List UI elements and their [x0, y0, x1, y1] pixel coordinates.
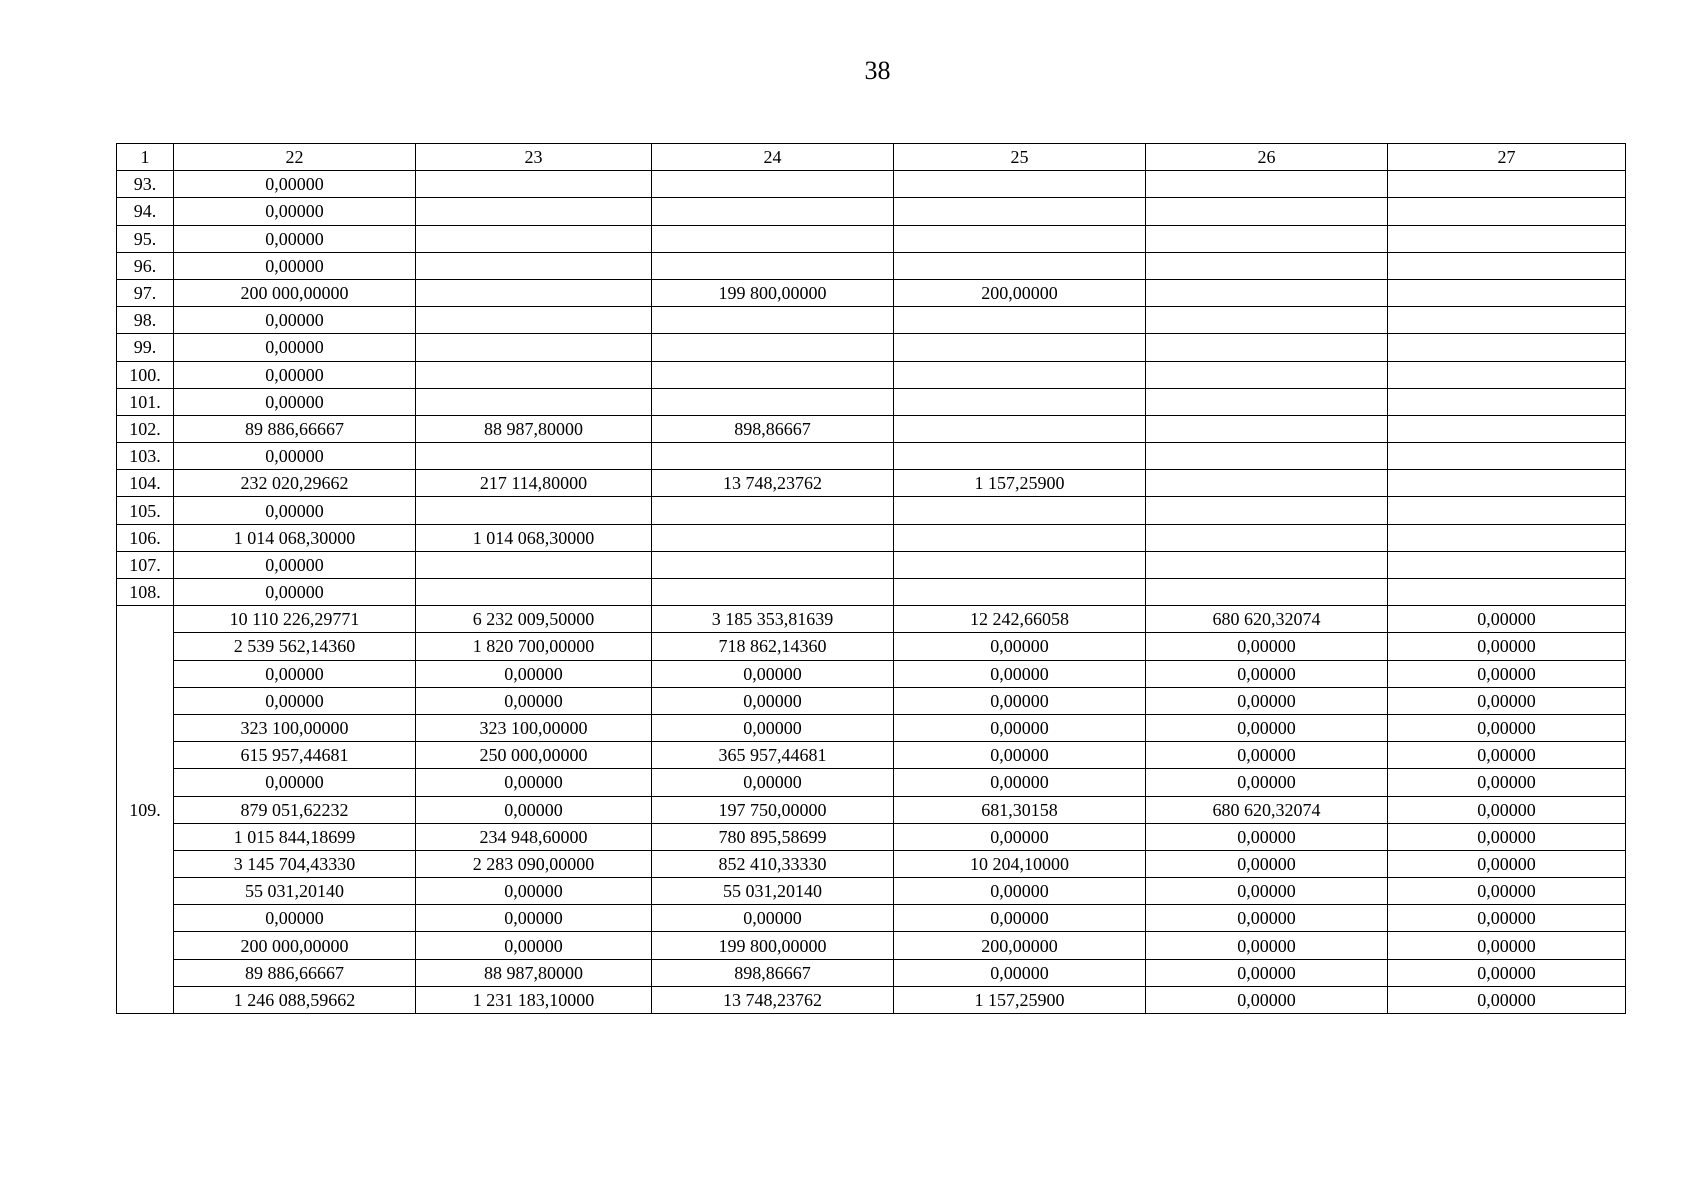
table-row	[117, 279, 1626, 306]
table-row	[117, 470, 1626, 497]
table-cell: 780 895,58699	[652, 823, 894, 850]
table-cell: 1 014 068,30000	[416, 524, 652, 551]
table-cell	[1146, 171, 1388, 198]
header-cell: 23	[416, 144, 652, 171]
table-cell: 898,86667	[652, 959, 894, 986]
table-cell: 2 539 562,14360	[174, 633, 416, 660]
table-cell: 680 620,32074	[1146, 796, 1388, 823]
table-cell: 323 100,00000	[174, 714, 416, 741]
row-number-cell: 100.	[117, 361, 174, 388]
table-cell: 0,00000	[1146, 932, 1388, 959]
table-row	[117, 986, 1626, 1013]
table-cell: 0,00000	[1146, 905, 1388, 932]
table-cell: 200,00000	[894, 932, 1146, 959]
table-cell	[416, 225, 652, 252]
table-row	[117, 415, 1626, 442]
table-cell: 88 987,80000	[416, 959, 652, 986]
table-cell: 0,00000	[894, 687, 1146, 714]
table-cell	[416, 497, 652, 524]
table-cell: 0,00000	[1388, 986, 1626, 1013]
table-cell: 0,00000	[1146, 850, 1388, 877]
header-row	[117, 144, 1626, 171]
table-cell: 2 283 090,00000	[416, 850, 652, 877]
table-cell: 0,00000	[1388, 959, 1626, 986]
table-row	[117, 551, 1626, 578]
table-cell: 88 987,80000	[416, 415, 652, 442]
table-cell	[894, 388, 1146, 415]
table-cell: 0,00000	[416, 905, 652, 932]
table-cell: 0,00000	[416, 796, 652, 823]
table-row	[117, 796, 1626, 823]
table-cell: 0,00000	[1146, 687, 1388, 714]
table-cell: 0,00000	[174, 443, 416, 470]
table-cell	[652, 579, 894, 606]
table-cell: 10 110 226,29771	[174, 606, 416, 633]
table-cell: 0,00000	[1388, 714, 1626, 741]
table-cell	[1388, 198, 1626, 225]
table-row	[117, 225, 1626, 252]
table-cell	[1146, 252, 1388, 279]
table-cell: 199 800,00000	[652, 932, 894, 959]
table-cell: 323 100,00000	[416, 714, 652, 741]
table-cell: 0,00000	[1146, 633, 1388, 660]
table-cell: 0,00000	[894, 959, 1146, 986]
table-cell: 0,00000	[174, 769, 416, 796]
header-cell: 22	[174, 144, 416, 171]
table-cell: 89 886,66667	[174, 415, 416, 442]
table-cell	[652, 497, 894, 524]
row-number-cell: 103.	[117, 443, 174, 470]
table-cell: 13 748,23762	[652, 986, 894, 1013]
table-cell: 0,00000	[1388, 932, 1626, 959]
table-cell: 0,00000	[1388, 606, 1626, 633]
table-cell: 0,00000	[1388, 850, 1626, 877]
table-cell	[894, 551, 1146, 578]
table-cell: 898,86667	[652, 415, 894, 442]
table-cell	[894, 524, 1146, 551]
table-cell: 1 014 068,30000	[174, 524, 416, 551]
table-cell: 0,00000	[416, 932, 652, 959]
table-cell	[416, 307, 652, 334]
table-cell: 0,00000	[174, 225, 416, 252]
table-cell	[1146, 470, 1388, 497]
table-cell	[1146, 279, 1388, 306]
table-cell	[1146, 415, 1388, 442]
table-cell	[652, 307, 894, 334]
table-row	[117, 361, 1626, 388]
table-cell: 0,00000	[894, 633, 1146, 660]
table-cell	[1388, 334, 1626, 361]
table-cell: 232 020,29662	[174, 470, 416, 497]
table-cell	[652, 361, 894, 388]
table-cell: 0,00000	[416, 687, 652, 714]
table-row	[117, 497, 1626, 524]
table-cell: 10 204,10000	[894, 850, 1146, 877]
table-cell: 0,00000	[1146, 769, 1388, 796]
table-cell	[894, 497, 1146, 524]
page-number: 38	[864, 56, 891, 85]
table-cell: 0,00000	[416, 660, 652, 687]
table-cell: 680 620,32074	[1146, 606, 1388, 633]
table-cell	[1146, 198, 1388, 225]
table-cell: 0,00000	[1388, 742, 1626, 769]
table-cell: 0,00000	[174, 551, 416, 578]
table-cell: 55 031,20140	[174, 878, 416, 905]
data-table	[116, 143, 1626, 1014]
table-cell: 0,00000	[174, 198, 416, 225]
table-cell	[1388, 470, 1626, 497]
table-cell	[652, 388, 894, 415]
table-cell: 0,00000	[174, 307, 416, 334]
table-cell: 1 157,25900	[894, 470, 1146, 497]
row-number-cell: 95.	[117, 225, 174, 252]
table-cell: 852 410,33330	[652, 850, 894, 877]
table-row	[117, 905, 1626, 932]
header-cell: 24	[652, 144, 894, 171]
table-cell	[1388, 415, 1626, 442]
table-cell	[894, 443, 1146, 470]
table-cell: 200,00000	[894, 279, 1146, 306]
table-cell: 0,00000	[894, 823, 1146, 850]
table-row	[117, 252, 1626, 279]
table-cell: 250 000,00000	[416, 742, 652, 769]
table-cell: 199 800,00000	[652, 279, 894, 306]
table-row	[117, 687, 1626, 714]
table-row	[117, 307, 1626, 334]
table-cell	[416, 334, 652, 361]
table-cell	[1146, 524, 1388, 551]
table-cell: 12 242,66058	[894, 606, 1146, 633]
table-cell	[1388, 443, 1626, 470]
table-cell: 0,00000	[174, 579, 416, 606]
table-cell: 0,00000	[894, 660, 1146, 687]
table-cell: 1 820 700,00000	[416, 633, 652, 660]
table-cell: 0,00000	[1388, 905, 1626, 932]
table-cell: 1 231 183,10000	[416, 986, 652, 1013]
table-cell	[894, 198, 1146, 225]
table-cell: 0,00000	[1388, 660, 1626, 687]
table-cell	[1388, 579, 1626, 606]
table-cell	[1388, 171, 1626, 198]
table-cell	[652, 252, 894, 279]
table-cell	[894, 171, 1146, 198]
table-cell	[652, 524, 894, 551]
table-cell	[1146, 579, 1388, 606]
table-cell	[1146, 307, 1388, 334]
row-number-cell: 98.	[117, 307, 174, 334]
table-cell: 879 051,62232	[174, 796, 416, 823]
table-cell: 0,00000	[1388, 633, 1626, 660]
table-cell: 0,00000	[894, 878, 1146, 905]
table-cell	[1388, 524, 1626, 551]
table-cell: 365 957,44681	[652, 742, 894, 769]
table-cell: 55 031,20140	[652, 878, 894, 905]
table-row	[117, 878, 1626, 905]
table-cell: 0,00000	[174, 252, 416, 279]
table-cell	[1388, 225, 1626, 252]
row-number-cell: 99.	[117, 334, 174, 361]
table-row	[117, 633, 1626, 660]
table-cell	[416, 388, 652, 415]
table-cell: 197 750,00000	[652, 796, 894, 823]
table-cell: 0,00000	[174, 171, 416, 198]
row-number-cell: 105.	[117, 497, 174, 524]
table-row	[117, 959, 1626, 986]
table-cell	[894, 579, 1146, 606]
table-cell	[416, 579, 652, 606]
table-cell: 0,00000	[1146, 959, 1388, 986]
header-cell: 25	[894, 144, 1146, 171]
table-cell	[894, 415, 1146, 442]
table-cell: 3 185 353,81639	[652, 606, 894, 633]
table-cell: 0,00000	[416, 878, 652, 905]
table-cell: 3 145 704,43330	[174, 850, 416, 877]
table-row	[117, 714, 1626, 741]
header-cell: 1	[117, 144, 174, 171]
table-cell: 0,00000	[1146, 742, 1388, 769]
table-cell: 0,00000	[1388, 878, 1626, 905]
table-cell	[1146, 551, 1388, 578]
table-cell	[652, 443, 894, 470]
table-row	[117, 198, 1626, 225]
row-number-cell: 106.	[117, 524, 174, 551]
table-cell: 0,00000	[1146, 714, 1388, 741]
table-row	[117, 660, 1626, 687]
row-number-cell: 101.	[117, 388, 174, 415]
table-cell	[652, 334, 894, 361]
table-cell	[416, 279, 652, 306]
table-cell: 1 157,25900	[894, 986, 1146, 1013]
table-row	[117, 606, 1626, 633]
table-cell: 0,00000	[174, 334, 416, 361]
table-cell	[652, 198, 894, 225]
table-cell: 0,00000	[1146, 823, 1388, 850]
row-number-cell: 102.	[117, 415, 174, 442]
table-cell	[416, 361, 652, 388]
table-cell: 6 232 009,50000	[416, 606, 652, 633]
row-number-cell: 104.	[117, 470, 174, 497]
table-cell: 0,00000	[1388, 769, 1626, 796]
table-cell: 0,00000	[1146, 986, 1388, 1013]
table-row	[117, 579, 1626, 606]
table-row	[117, 932, 1626, 959]
table-cell	[416, 252, 652, 279]
table-cell: 1 246 088,59662	[174, 986, 416, 1013]
table-cell	[1388, 279, 1626, 306]
table-cell: 0,00000	[1146, 878, 1388, 905]
table-cell: 0,00000	[894, 742, 1146, 769]
table-cell	[894, 252, 1146, 279]
table-cell: 0,00000	[1388, 823, 1626, 850]
table-cell: 0,00000	[174, 497, 416, 524]
table-cell	[1146, 225, 1388, 252]
table-cell: 217 114,80000	[416, 470, 652, 497]
table-cell: 0,00000	[174, 687, 416, 714]
table-cell	[416, 198, 652, 225]
table-cell: 0,00000	[894, 905, 1146, 932]
table-cell: 615 957,44681	[174, 742, 416, 769]
row-number-cell: 94.	[117, 198, 174, 225]
group-row-number-cell: 109.	[117, 606, 174, 1014]
table-cell: 0,00000	[174, 361, 416, 388]
table-row	[117, 742, 1626, 769]
table-row	[117, 850, 1626, 877]
table-cell	[652, 171, 894, 198]
table-cell	[1388, 497, 1626, 524]
table-row	[117, 443, 1626, 470]
table-cell: 0,00000	[1146, 660, 1388, 687]
table-cell	[894, 334, 1146, 361]
table-row	[117, 388, 1626, 415]
table-cell	[1388, 361, 1626, 388]
table-cell	[1388, 551, 1626, 578]
row-number-cell: 108.	[117, 579, 174, 606]
table-cell: 0,00000	[652, 660, 894, 687]
table-cell	[894, 225, 1146, 252]
table-cell	[416, 551, 652, 578]
table-cell: 0,00000	[174, 905, 416, 932]
row-number-cell: 107.	[117, 551, 174, 578]
table-cell: 0,00000	[1388, 796, 1626, 823]
table-cell: 0,00000	[416, 769, 652, 796]
table-cell: 0,00000	[894, 714, 1146, 741]
table-cell	[1146, 361, 1388, 388]
table-body	[117, 144, 1626, 1014]
table-cell	[1146, 497, 1388, 524]
table-cell: 200 000,00000	[174, 279, 416, 306]
table-row	[117, 171, 1626, 198]
table-cell: 681,30158	[894, 796, 1146, 823]
table-cell	[652, 551, 894, 578]
table-cell: 0,00000	[652, 714, 894, 741]
table-cell: 0,00000	[652, 905, 894, 932]
table-cell	[652, 225, 894, 252]
table-cell	[1388, 252, 1626, 279]
table-cell: 0,00000	[652, 687, 894, 714]
table-cell: 0,00000	[894, 769, 1146, 796]
row-number-cell: 93.	[117, 171, 174, 198]
table-cell	[894, 361, 1146, 388]
table-cell: 0,00000	[652, 769, 894, 796]
table-cell: 234 948,60000	[416, 823, 652, 850]
table-row	[117, 823, 1626, 850]
table-cell: 13 748,23762	[652, 470, 894, 497]
table-cell: 0,00000	[174, 660, 416, 687]
table-cell: 0,00000	[1388, 687, 1626, 714]
header-cell: 27	[1388, 144, 1626, 171]
table-cell	[1146, 388, 1388, 415]
table-cell: 1 015 844,18699	[174, 823, 416, 850]
row-number-cell: 96.	[117, 252, 174, 279]
table-cell	[1146, 443, 1388, 470]
table-cell	[1388, 307, 1626, 334]
table-row	[117, 334, 1626, 361]
table-cell	[416, 171, 652, 198]
table-row	[117, 769, 1626, 796]
table-cell	[416, 443, 652, 470]
table-cell: 0,00000	[174, 388, 416, 415]
row-number-cell: 97.	[117, 279, 174, 306]
table-row	[117, 524, 1626, 551]
header-cell: 26	[1146, 144, 1388, 171]
table-cell	[1146, 334, 1388, 361]
table-cell	[1388, 388, 1626, 415]
table-cell	[894, 307, 1146, 334]
table-cell: 718 862,14360	[652, 633, 894, 660]
table-cell: 200 000,00000	[174, 932, 416, 959]
table-cell: 89 886,66667	[174, 959, 416, 986]
